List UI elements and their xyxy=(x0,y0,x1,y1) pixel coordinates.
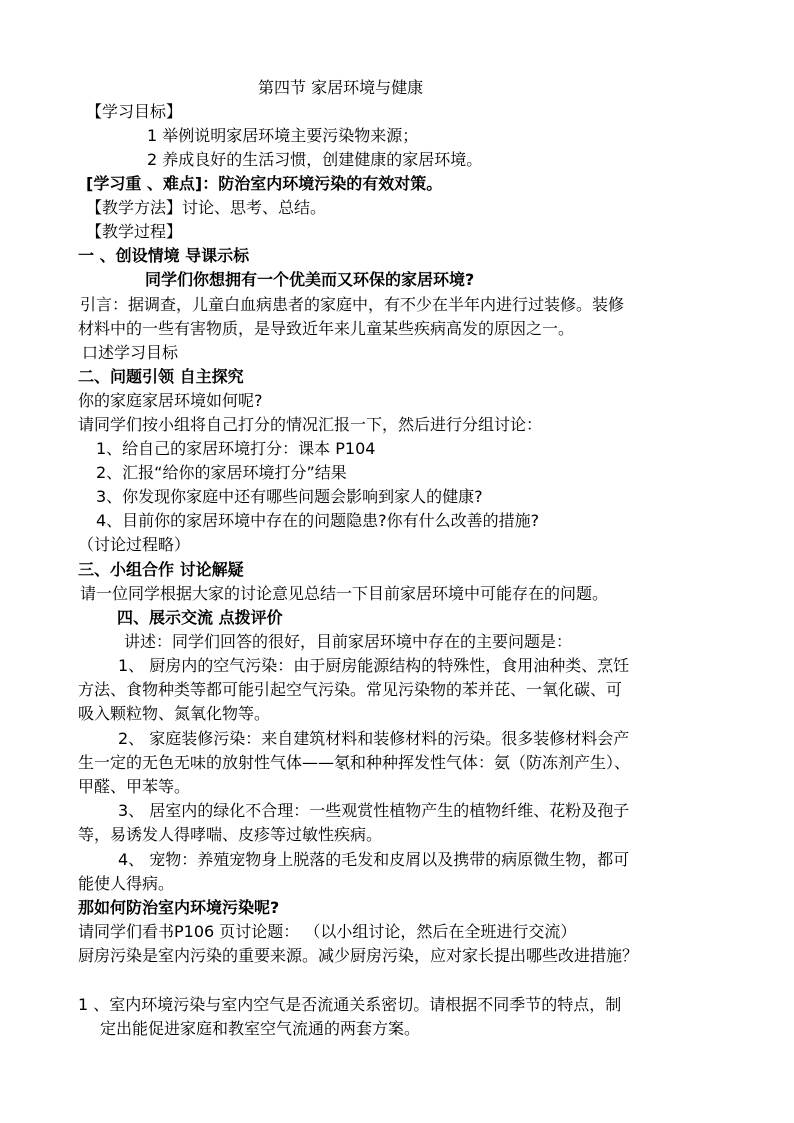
section3-heading: 三、小组合作 讨论解疑 xyxy=(78,560,244,579)
section2-item: 4、目前你的家居环境中存在的问题隐患?你有什么改善的措施? xyxy=(96,511,540,530)
objectives-heading: 【学习目标】 xyxy=(86,102,183,121)
problem-item-line: 等，易诱发人得哮喘、皮疹等过敏性疾病。 xyxy=(78,825,383,844)
problem-item-line: 能使人得病。 xyxy=(78,874,175,893)
prevention-item-line: 定出能促进家庭和教室空气流通的两套方案。 xyxy=(100,1019,421,1038)
section1-intro-line: 材料中的一些有害物质，是导致近年来儿童某些疾病高发的原因之一。 xyxy=(78,319,575,338)
prevention-kitchen: 厨房污染是室内污染的重要来源。减少厨房污染，应对家长提出哪些改进措施？ xyxy=(78,946,639,965)
process-heading: 【教学过程】 xyxy=(86,222,183,241)
section1-intro-line: 引言：据调查，儿童白血病患者的家庭中，有不少在半年内进行过装修。装修 xyxy=(80,295,625,314)
section2-item: 2、汇报“给你的家居环境打分”结果 xyxy=(96,463,347,482)
key-points: [学习重 、难点]：防治室内环境污染的有效对策。 xyxy=(86,174,443,193)
problem-item-line: 吸入颗粒物、氮氧化物等。 xyxy=(78,704,271,723)
objective-item: 1 举例说明家居环境主要污染物来源； xyxy=(147,126,419,145)
prevention-question: 那如何防治室内环境污染呢? xyxy=(78,898,280,917)
section3-text: 请一位同学根据大家的讨论意见总结一下目前家居环境中可能存在的问题。 xyxy=(80,584,609,603)
section1-question: 同学们你想拥有一个优美而又环保的家居环境? xyxy=(145,270,475,289)
prevention-item-line: 1 、室内环境污染与室内空气是否流通关系密切。请根据不同季节的特点，制 xyxy=(78,995,622,1014)
teaching-methods: 【教学方法】讨论、思考、总结。 xyxy=(86,198,327,217)
problem-item-line: 甲醛、甲苯等。 xyxy=(78,777,191,796)
problem-item-line: 1、 厨房内的空气污染：由于厨房能源结构的特殊性，食用油种类、烹饪 xyxy=(118,656,630,675)
problem-item-line: 方法、食物种类等都可能引起空气污染。常见污染物的苯并芘、一氧化碳、可 xyxy=(78,680,623,699)
problem-item-line: 4、 宠物：养殖宠物身上脱落的毛发和皮屑以及携带的病原微生物，都可 xyxy=(118,850,630,869)
section2-item: 1、给自己的家居环境打分：课本 P104 xyxy=(96,439,376,458)
problem-item-line: 2、 家庭装修污染：来自建筑材料和装修材料的污染。很多装修材料会产 xyxy=(118,729,630,748)
section2-question: 你的家庭家居环境如何呢? xyxy=(78,391,263,410)
page-title: 第四节 家居环境与健康 xyxy=(258,78,424,97)
prevention-read: 请同学们看书P106 页讨论题： （以小组讨论，然后在全班进行交流） xyxy=(78,922,577,941)
objective-item: 2 养成良好的生活习惯，创建健康的家居环境。 xyxy=(147,150,483,169)
section4-lecture: 讲述：同学们回答的很好，目前家居环境中存在的主要问题是： xyxy=(124,632,573,651)
section1-state-goals: 口述学习目标 xyxy=(82,343,179,362)
section2-item: 3、你发现你家庭中还有哪些问题会影响到家人的健康? xyxy=(96,487,483,506)
section4-heading: 四、展示交流 点拨评价 xyxy=(117,608,283,627)
problem-item-line: 3、 居室内的绿化不合理：一些观赏性植物产生的植物纤维、花粉及孢子 xyxy=(118,801,630,820)
section2-note: （讨论过程略） xyxy=(78,535,191,554)
section1-heading: 一 、创设情境 导课示标 xyxy=(78,246,250,265)
section2-heading: 二、问题引领 自主探究 xyxy=(78,367,244,386)
section2-question: 请同学们按小组将自己打分的情况汇报一下，然后进行分组讨论： xyxy=(78,415,543,434)
problem-item-line: 生一定的无色无味的放射性气体——氡和种种挥发性气体：氨（防冻剂产生）、 xyxy=(78,753,631,772)
